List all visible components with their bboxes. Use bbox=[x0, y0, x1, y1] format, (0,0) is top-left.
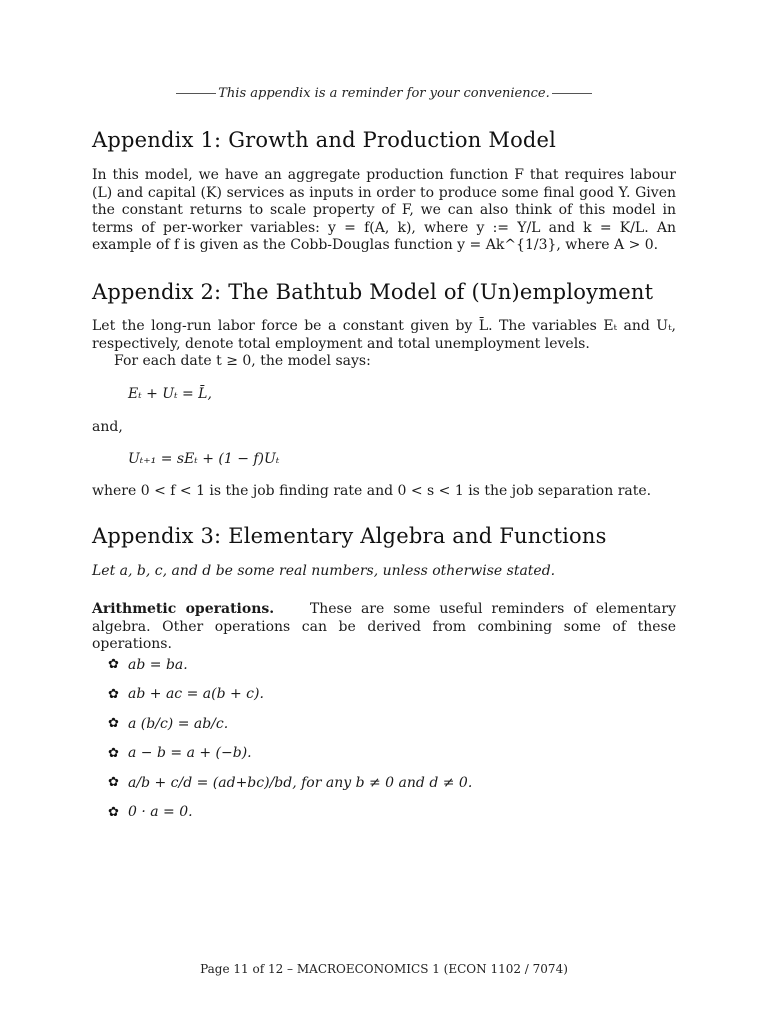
flower-bullet-icon: ✿ bbox=[108, 804, 119, 820]
banner-rule-left bbox=[176, 93, 216, 94]
list-item-text: ab = ba. bbox=[128, 656, 188, 673]
banner-rule-right bbox=[552, 93, 592, 94]
list-item bbox=[108, 739, 472, 769]
list-item bbox=[108, 650, 472, 680]
page-footer: Page 11 of 12 – MACROECONOMICS 1 (ECON 1102 / 7074) bbox=[200, 962, 568, 976]
appendix-2-intro: Let the long-run labor force be a constant given by L̄. The variables Eₜ and Uₜ, respectively, denote total employment and total unemployment levels. bbox=[92, 318, 676, 352]
flower-bullet-icon: ✿ bbox=[108, 657, 119, 673]
appendix-1-title: Appendix 1: Growth and Production Model bbox=[92, 128, 557, 152]
appendix-banner bbox=[92, 86, 676, 101]
list-item-text: a/b + c/d = (ad+bc)/bd, for any b ≠ 0 and d ≠ 0. bbox=[128, 774, 473, 791]
arithmetic-body: These are some useful reminders of elementary algebra. Other operations can be derived from combining some of these operations. bbox=[92, 601, 676, 653]
flower-bullet-icon: ✿ bbox=[108, 745, 119, 761]
list-item bbox=[108, 798, 472, 828]
list-item bbox=[108, 709, 472, 739]
list-item-text: a − b = a + (−b). bbox=[128, 745, 252, 762]
banner-text: This appendix is a reminder for your convenience. bbox=[218, 86, 550, 101]
appendix-2-where: where 0 < f < 1 is the job finding rate and 0 < s < 1 is the job separation rate. bbox=[92, 483, 652, 499]
list-item bbox=[108, 768, 472, 798]
arithmetic-paragraph bbox=[92, 601, 676, 654]
equation-unemployment-dynamics: Uₜ₊₁ = sEₜ + (1 − f)Uₜ bbox=[128, 451, 280, 467]
flower-bullet-icon: ✿ bbox=[108, 775, 119, 791]
appendix-3-note: Let a, b, c, and d be some real numbers, unless otherwise stated. bbox=[92, 563, 556, 579]
list-item bbox=[108, 680, 472, 710]
appendix-2-for-each: For each date t ≥ 0, the model says: bbox=[114, 353, 371, 369]
list-item-text: ab + ac = a(b + c). bbox=[128, 686, 264, 703]
equation-labor-identity: Eₜ + Uₜ = L̄, bbox=[128, 386, 212, 402]
appendix-2-and: and, bbox=[92, 419, 123, 435]
flower-bullet-icon: ✿ bbox=[108, 686, 119, 702]
list-item-text: a (b/c) = ab/c. bbox=[128, 715, 229, 732]
algebra-list bbox=[108, 650, 472, 827]
flower-bullet-icon: ✿ bbox=[108, 716, 119, 732]
appendix-1-body: In this model, we have an aggregate production function F that requires labour (L) and capital (K) services as inputs in order to produce some final good Y. Given the constant returns to scale property of F, we can also think of this model in terms of per-worker variables: y = f(A, k), where y := Y/L and k = K/L. An example of f is given as the Cobb-Douglas function y = Ak^{1/3}, where A > 0. bbox=[92, 167, 676, 254]
appendix-2-title: Appendix 2: The Bathtub Model of (Un)employment bbox=[92, 280, 654, 304]
list-item-text: 0 · a = 0. bbox=[128, 804, 193, 821]
appendix-3-title: Appendix 3: Elementary Algebra and Functions bbox=[92, 524, 607, 548]
arithmetic-heading: Arithmetic operations. bbox=[92, 601, 275, 617]
